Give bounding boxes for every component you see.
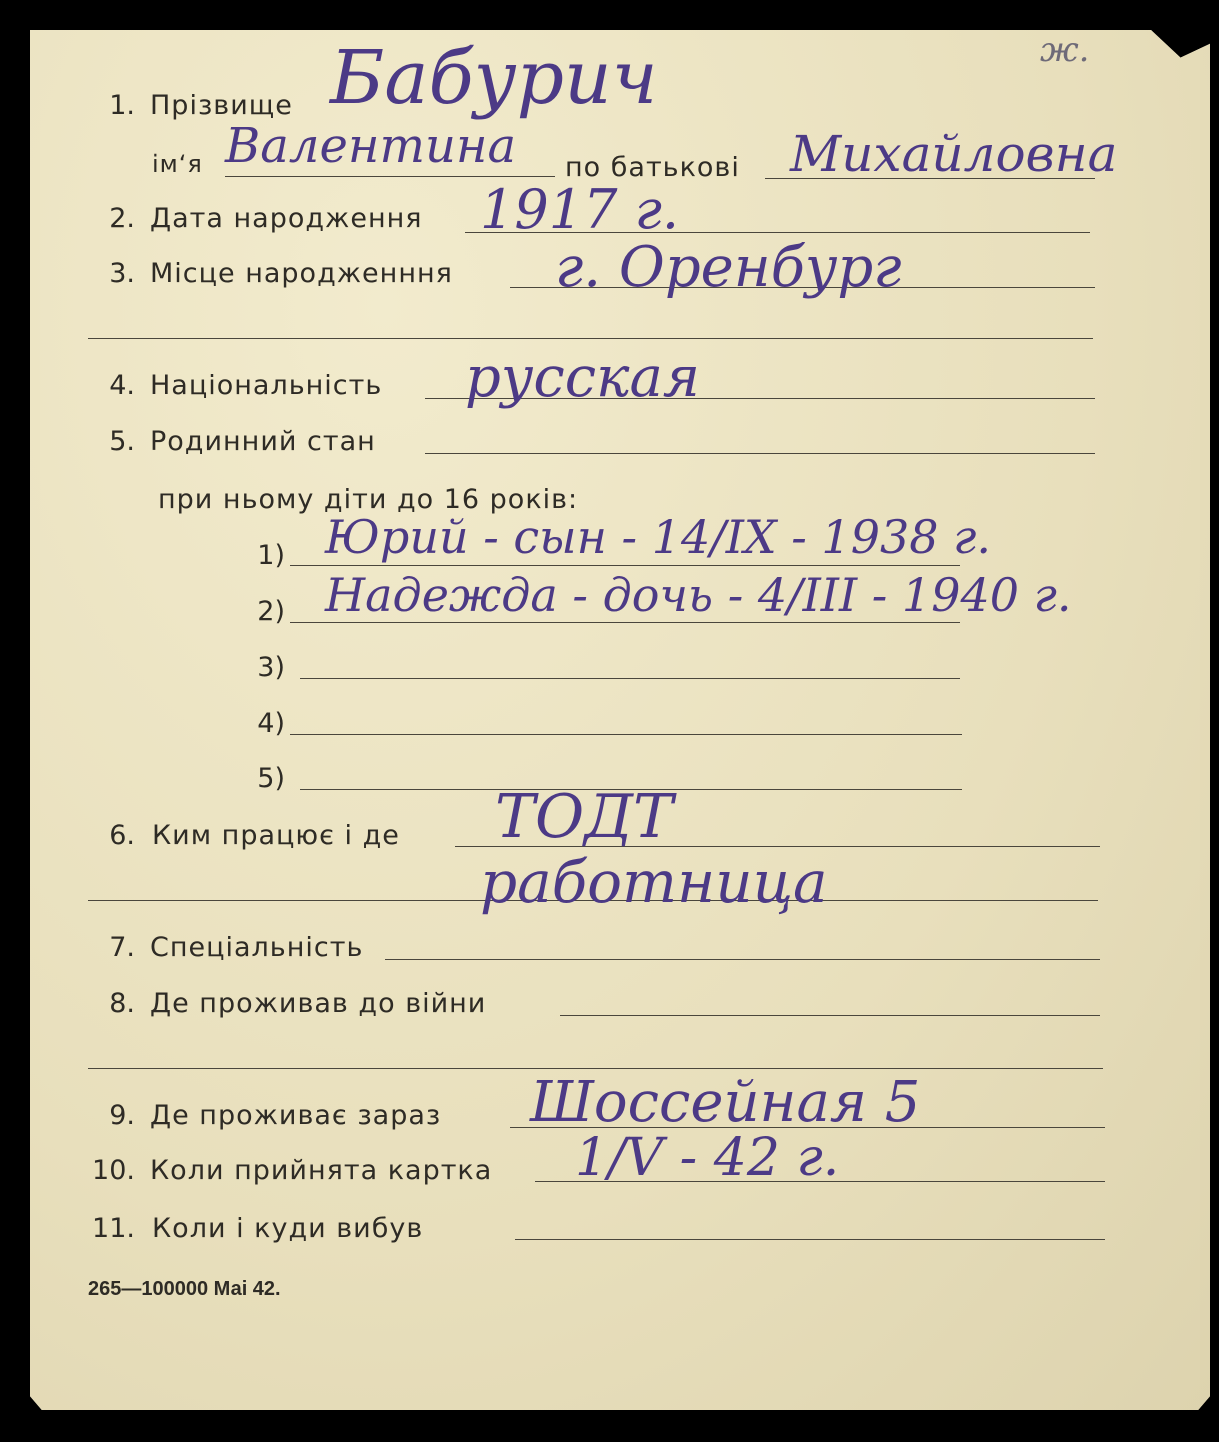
label-children: при ньому діти до 16 років:	[158, 484, 579, 515]
marital-status-line	[425, 453, 1095, 454]
handwritten-corner-mark: ж.	[1040, 30, 1090, 70]
child-slot-2: 2)	[257, 596, 285, 627]
item-number-8: 8.	[109, 988, 135, 1019]
label-patronymic: по батькові	[565, 152, 740, 183]
child-line-3	[300, 678, 960, 679]
first-name-line	[225, 176, 555, 177]
child-slot-1: 1)	[257, 540, 285, 571]
child-line-4	[290, 734, 962, 735]
handwritten-child-1: Юрий - сын - 14/IX - 1938 г.	[325, 510, 991, 564]
label-specialty: Спеціальність	[150, 932, 364, 963]
child-line-1	[290, 565, 960, 566]
item-number-4: 4.	[109, 370, 135, 401]
item-number-5: 5.	[109, 426, 135, 457]
departure-line	[515, 1239, 1105, 1240]
handwritten-patronymic: Михайловна	[790, 125, 1118, 183]
item-number-6: 6.	[109, 820, 135, 851]
birth-place-line-2	[88, 338, 1093, 339]
handwritten-current-residence: Шоссейная 5	[530, 1070, 921, 1135]
specialty-line	[385, 959, 1100, 960]
handwritten-birth-place: г. Оренбург	[555, 235, 902, 300]
prewar-residence-line-2	[88, 1068, 1103, 1069]
label-birth-place: Місце народженння	[150, 258, 453, 289]
label-surname: Прізвище	[150, 90, 293, 121]
print-footer: 265—100000 Маі 42.	[88, 1278, 281, 1300]
child-slot-4: 4)	[257, 708, 285, 739]
item-number-1: 1.	[109, 90, 135, 121]
handwritten-first-name: Валентина	[225, 118, 517, 174]
item-number-3: 3.	[109, 258, 135, 289]
label-birth-date: Дата народження	[150, 203, 423, 234]
handwritten-card-date: 1/V - 42 г.	[575, 1128, 840, 1188]
label-nationality: Національність	[150, 370, 383, 401]
handwritten-birth-date: 1917 г.	[480, 178, 680, 241]
handwritten-surname: Бабурич	[330, 35, 658, 121]
item-number-9: 9.	[109, 1100, 135, 1131]
label-first-name: ім‘я	[152, 150, 203, 178]
label-current-residence: Де проживає зараз	[150, 1100, 442, 1131]
handwritten-work-role: работница	[480, 848, 828, 916]
prewar-residence-line	[560, 1015, 1100, 1016]
child-line-2	[290, 622, 960, 623]
item-number-7: 7.	[109, 932, 135, 963]
label-departure: Коли і куди вибув	[152, 1213, 424, 1244]
label-marital-status: Родинний стан	[150, 426, 376, 457]
item-number-11: 11.	[92, 1213, 135, 1244]
item-number-2: 2.	[109, 203, 135, 234]
handwritten-nationality: русская	[465, 345, 700, 410]
label-prewar-residence: Де проживав до війни	[150, 988, 487, 1019]
item-number-10: 10.	[92, 1155, 135, 1186]
label-workplace: Ким працює і де	[152, 820, 400, 851]
child-slot-3: 3)	[257, 652, 285, 683]
child-slot-5: 5)	[257, 763, 285, 794]
label-card-date: Коли прийнята картка	[150, 1155, 493, 1186]
handwritten-child-2: Надежда - дочь - 4/III - 1940 г.	[325, 568, 1072, 622]
handwritten-workplace: ТОДТ	[495, 782, 674, 852]
